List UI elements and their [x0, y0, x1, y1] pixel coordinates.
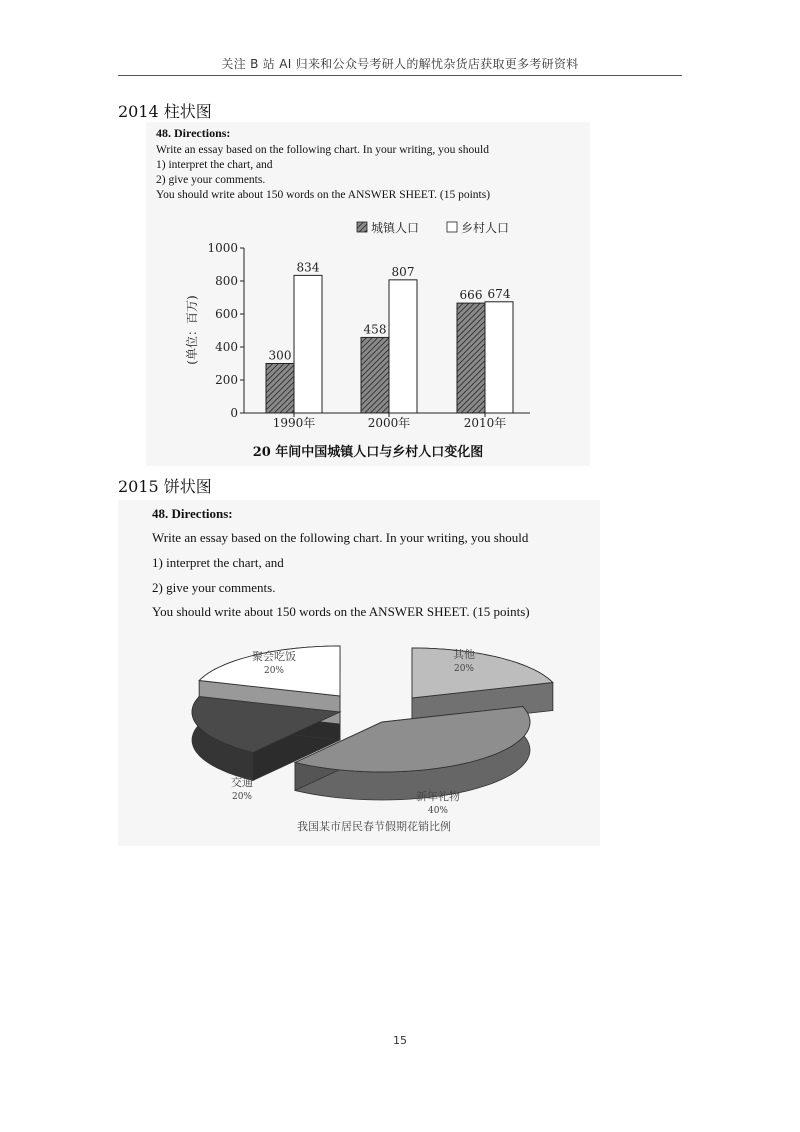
- pie-slice-name: 其他: [453, 648, 475, 661]
- x-tick-label: 2010年: [463, 416, 507, 430]
- page-number: 15: [393, 1034, 407, 1047]
- directions-line: Write an essay based on the following chart. In your writing, you should: [152, 530, 529, 545]
- directions-line: Write an essay based on the following chart. In your writing, you should: [156, 144, 489, 156]
- pie-chart: [118, 500, 600, 846]
- x-tick-label: 1990年: [272, 416, 316, 430]
- header-divider: [118, 75, 682, 76]
- pie-slice-percent: 20%: [231, 792, 253, 802]
- directions-line: 1) interpret the chart, and: [156, 159, 273, 171]
- pie-chart-scan: [118, 500, 600, 846]
- page-header: 关注 B 站 AI 归来和公众号考研人的解忧杂货店获取更多考研资料: [221, 57, 579, 71]
- section-title-2014: 2014 柱状图: [118, 102, 212, 121]
- y-tick-label: 600: [215, 307, 238, 321]
- pie-slice-percent: 20%: [263, 666, 285, 676]
- y-tick-label: 0: [230, 406, 238, 420]
- y-tick-label: 800: [215, 274, 238, 288]
- pie-slice-percent: 20%: [453, 664, 475, 674]
- chart-title: 20 年间中国城镇人口与乡村人口变化图: [252, 445, 484, 460]
- chart-title: 我国某市居民春节假期花销比例: [297, 820, 451, 833]
- bar-value-label: 458: [363, 322, 387, 337]
- legend-label: 城镇人口: [371, 221, 420, 235]
- y-tick-label: 200: [215, 373, 238, 387]
- section-title-2015: 2015 饼状图: [118, 477, 212, 496]
- y-axis-label: (单位：百万): [185, 295, 199, 365]
- bar-rural: [294, 275, 322, 413]
- bar-value-label: 300: [268, 348, 292, 363]
- bar-rural: [389, 280, 417, 413]
- bar-chart: [146, 122, 590, 466]
- pie-slice-name: 新年礼物: [416, 790, 460, 803]
- directions-line: You should write about 150 words on the ANSWER SHEET. (15 points): [156, 189, 491, 201]
- bar-urban: [266, 364, 294, 414]
- bar-urban: [457, 303, 485, 413]
- y-tick-label: 1000: [207, 241, 238, 255]
- legend-label: 乡村人口: [461, 221, 510, 235]
- directions-title: 48. Directions:: [152, 506, 233, 521]
- directions-line: 2) give your comments.: [152, 580, 276, 595]
- bar-rural: [485, 302, 513, 413]
- pie-slice-percent: 40%: [427, 806, 449, 816]
- bar-value-label: 666: [459, 288, 483, 303]
- legend-swatch-urban: [357, 222, 367, 232]
- bar-value-label: 674: [487, 286, 511, 301]
- bar-value-label: 834: [296, 260, 320, 275]
- bar-urban: [361, 337, 389, 413]
- bar-value-label: 807: [391, 264, 415, 279]
- pie-slice-name: 聚会吃饭: [252, 650, 296, 663]
- y-tick-label: 400: [215, 340, 238, 354]
- directions-title: 48. Directions:: [156, 126, 231, 140]
- directions-line: 1) interpret the chart, and: [152, 555, 284, 570]
- bar-chart-scan: [146, 122, 590, 466]
- x-tick-label: 2000年: [367, 416, 411, 430]
- directions-line: 2) give your comments.: [156, 174, 266, 186]
- pie-slice-name: 交通: [231, 776, 253, 789]
- legend-swatch-rural: [447, 222, 457, 232]
- directions-line: You should write about 150 words on the ANSWER SHEET. (15 points): [152, 604, 530, 619]
